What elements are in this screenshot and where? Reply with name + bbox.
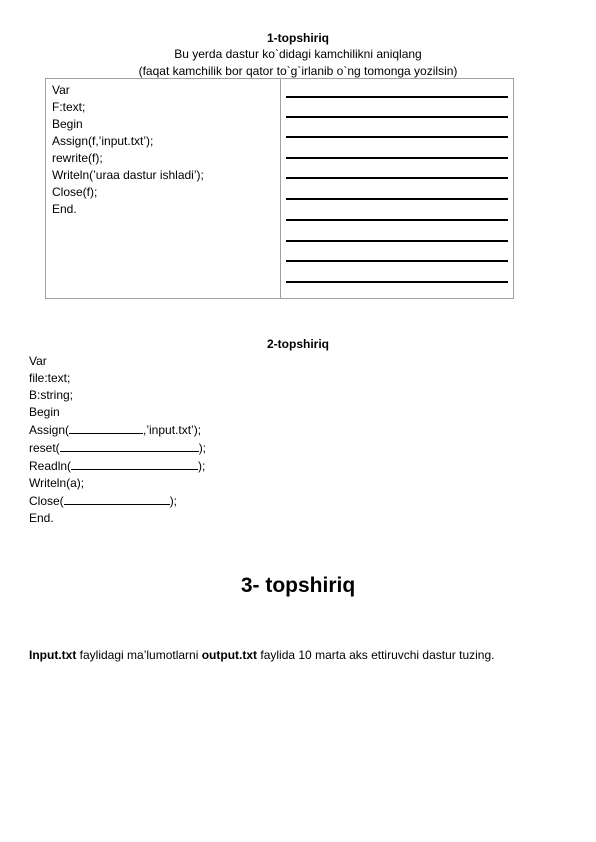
task1-subtitle: Bu yerda dastur ko`didagi kamchilikni aniqlang <box>174 47 422 61</box>
close-prefix: Close( <box>29 494 64 508</box>
task2-line-b: B:string; <box>29 388 74 402</box>
task2-line-close <box>29 492 206 510</box>
task2-line-reset <box>29 439 206 457</box>
task3-text-end: faylida 10 marta aks ettiruvchi dastur tuzing. <box>257 648 495 662</box>
code-line: Close(f); <box>52 185 98 199</box>
task1-title: 1-topshiriq <box>267 31 329 45</box>
code-line: End. <box>52 202 77 216</box>
answer-line[interactable] <box>286 240 508 242</box>
table-column-divider <box>280 79 281 298</box>
task1-instruction: (faqat kamchilik bor qator to`g`irlanib o`ng tomonga yozilsin) <box>138 64 458 78</box>
task2-code <box>29 353 206 527</box>
task2-line-writeln: Writeln(a); <box>29 476 85 490</box>
answer-line[interactable] <box>286 96 508 98</box>
task2-line-var: Var <box>29 354 47 368</box>
answer-line[interactable] <box>286 157 508 159</box>
reset-blank[interactable] <box>60 439 199 452</box>
assign-suffix: ,’input.txt’); <box>143 423 202 437</box>
answer-line[interactable] <box>286 136 508 138</box>
task2-line-readln <box>29 457 206 475</box>
answer-line[interactable] <box>286 219 508 221</box>
task3-text-middle: faylidagi ma’lumotlarni <box>76 648 202 662</box>
task2-line-assign <box>29 421 206 439</box>
task2-line-begin: Begin <box>29 405 60 419</box>
task1-code-column <box>52 82 204 218</box>
task3-title: 3- topshiriq <box>240 574 356 597</box>
task1-table <box>45 78 514 299</box>
answer-line[interactable] <box>286 281 508 283</box>
task2-line-end: End. <box>29 511 54 525</box>
answer-line[interactable] <box>286 116 508 118</box>
readln-prefix: Readln( <box>29 459 72 473</box>
answer-line[interactable] <box>286 177 508 179</box>
code-line: Writeln(’uraa dastur ishladi’); <box>52 168 204 182</box>
code-line: Assign(f,’input.txt’); <box>52 134 154 148</box>
close-blank[interactable] <box>64 492 170 505</box>
code-line: Var <box>52 83 70 97</box>
output-file-name: output.txt <box>201 648 258 662</box>
code-line: Begin <box>52 117 83 131</box>
assign-blank[interactable] <box>69 421 143 434</box>
assign-prefix: Assign( <box>29 423 70 437</box>
answer-line[interactable] <box>286 260 508 262</box>
code-line: F:text; <box>52 100 86 114</box>
readln-blank[interactable] <box>71 457 198 470</box>
code-line: rewrite(f); <box>52 151 103 165</box>
reset-prefix: reset( <box>29 441 60 455</box>
close-suffix: ); <box>169 494 178 508</box>
input-file-name: Input.txt <box>29 648 77 662</box>
task2-title: 2-topshiriq <box>267 337 329 351</box>
answer-line[interactable] <box>286 198 508 200</box>
readln-suffix: ); <box>198 459 206 473</box>
task3-text <box>29 648 494 662</box>
task2-line-file: file:text; <box>29 371 71 385</box>
reset-suffix: ); <box>198 441 207 455</box>
